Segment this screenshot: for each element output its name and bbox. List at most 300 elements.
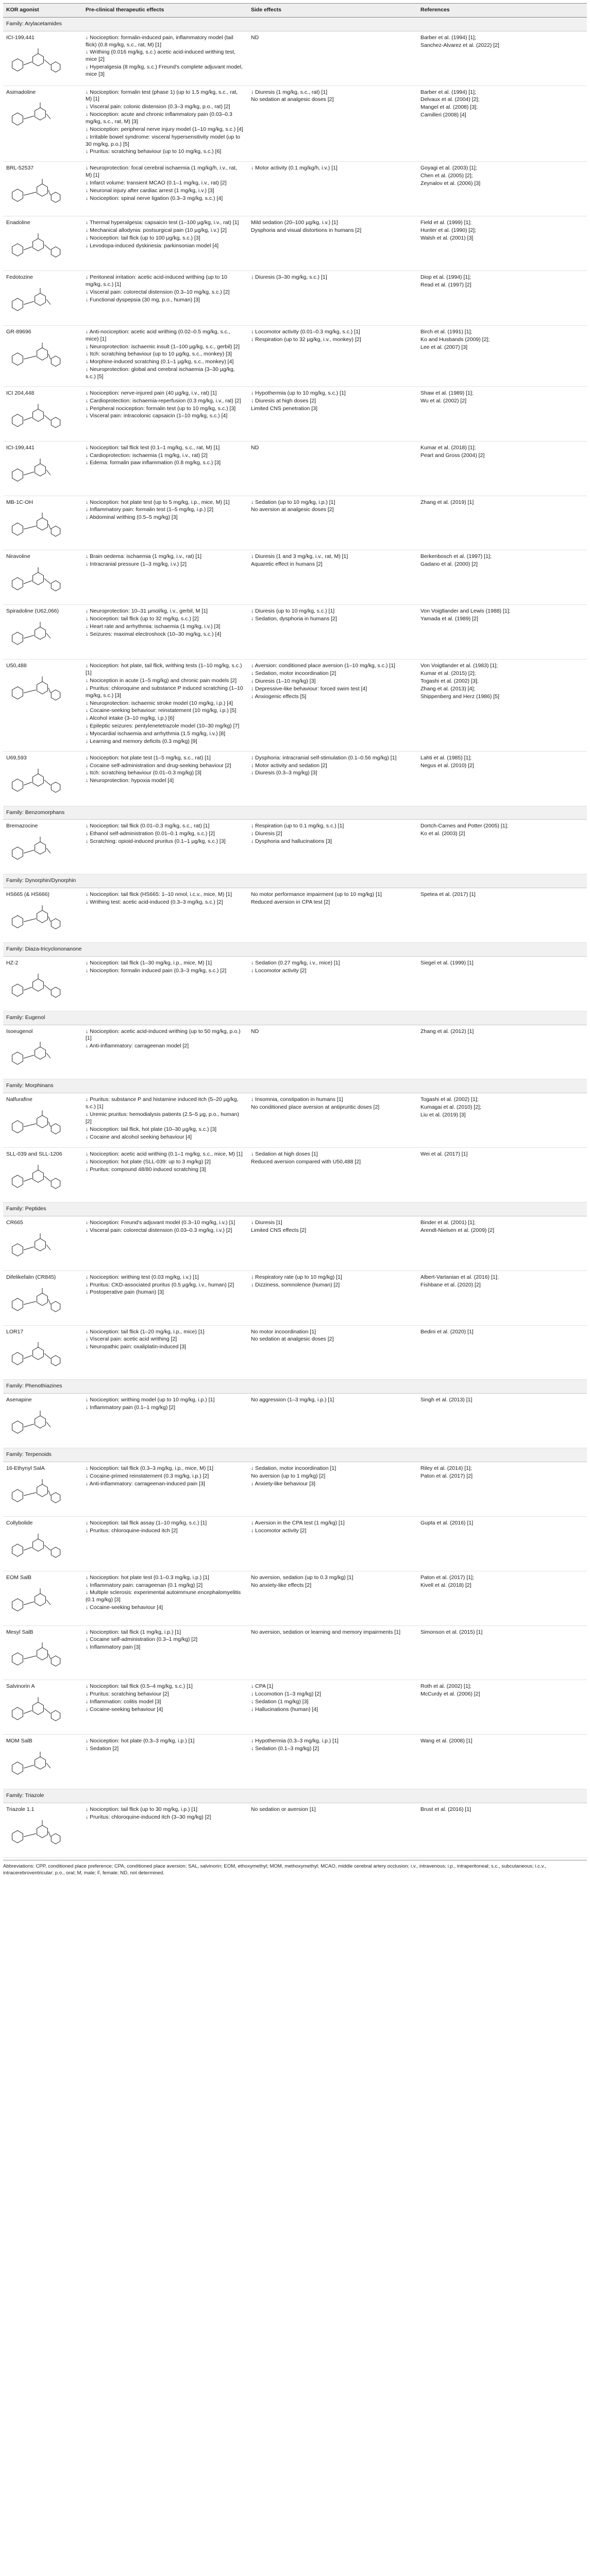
preclinical-cell [82,31,248,86]
preclinical-cell [82,386,248,441]
reference: Chen et al. (2005) [2]; [420,173,473,179]
references-cell [417,1462,587,1516]
side-effect: ↓ Diuresis (1 and 3 mg/kg, i.v., rat, M) [1] [251,553,348,560]
table-row [3,1394,587,1448]
reference: Bedini et al. (2020) [1] [420,1328,474,1335]
side-effects-cell [248,1735,417,1789]
kor-agonist-table [3,3,587,1858]
side-effects-cell [248,1216,417,1270]
references-cell [417,956,587,1011]
side-effects-cell [248,86,417,162]
reference: Roth et al. (2002) [1]; [420,1683,471,1690]
side-effects-cell [248,1625,417,1680]
family-title: Family: Dynorphin/Dynorphin [3,874,587,888]
side-effect: ND [251,444,259,451]
side-effect: ↓ Sedation (1 mg/kg) [3] [251,1699,309,1705]
preclinical-effect: ↓ Edema: formalin paw inflammation (0.8 mg/kg, s.c.) [3] [86,460,221,466]
agonist-cell [3,550,82,605]
reference: Kumar et al. (2018) [1]; [420,444,476,451]
agonist-cell [3,271,82,326]
side-effect: ↓ CPA [1] [251,1683,273,1690]
reference: Singh et al. (2013) [1] [420,1397,473,1403]
side-effect: ↓ Hypothermia (0.3–3 mg/kg, i.p.) [1] [251,1738,339,1744]
references-cell [417,86,587,162]
table-row [3,441,587,496]
references-cell [417,271,587,326]
references-cell [417,659,587,751]
chemical-structure-icon [6,563,67,599]
preclinical-effect: ↓ Sedation [2] [86,1745,119,1752]
table-row [3,31,587,86]
preclinical-effect: ↓ Neuroprotection: global and cerebral ischaemia (3–30 µg/kg, s.c.) [5] [86,366,235,380]
preclinical-effect: ↓ Nociception: tail flick (up to 30 mg/kg, i.p.) [1] [86,1806,198,1812]
reference: Walsh et al. (2001) [3] [420,234,474,241]
preclinical-effect: ↓ Pruritus: scratching behaviour (up to 10 mg/kg, s.c.) [6] [86,148,222,155]
reference: Zhang et al. (2013) [4]; [420,685,476,692]
agonist-name: LOR17 [6,1328,24,1335]
table-row [3,605,587,659]
references-cell [417,1803,587,1858]
side-effect: No sedation or aversion [1] [251,1806,316,1812]
reference: Fishbane et al. (2020) [2] [420,1281,481,1288]
preclinical-effect: ↓ Nociception: tail flick, hot plate (10–30 µg/kg, s.c.) [3] [86,1126,217,1132]
references-cell [417,751,587,806]
reference: Delvaux et al. (2004) [2]; [420,96,480,103]
agonist-name: Isoeugenol [6,1028,33,1035]
preclinical-effect: ↓ Writhing test: acetic acid-induced (0.3–3 mg/kg, s.c.) [2] [86,899,223,905]
references-cell [417,1394,587,1448]
table-row [3,1270,587,1325]
table-row [3,1216,587,1270]
preclinical-effect: ↓ Nociception: hot plate, tail flick, writhing tests (1–10 mg/kg, s.c.) [1] [86,663,242,676]
preclinical-effect: ↓ Nociception: tail flick (up to 32 mg/kg, s.c.) [2] [86,616,199,622]
reference: Berkenbosch et al. (1997) [1]; [420,553,492,560]
table-row [3,888,587,943]
preclinical-effect: ↓ Pruritus: substance P and histamine induced itch (5–20 µg/kg, s.c.) [1] [86,1096,239,1110]
preclinical-effect: ↓ Nociception: hot plate (SLL-039: up to 3 mg/kg) [2] [86,1158,211,1165]
preclinical-effect: ↓ Alcohol intake (3–10 mg/kg, i.p.) [6] [86,715,175,722]
agonist-name: BRL-52537 [6,165,34,172]
side-effects-cell [248,1148,417,1202]
side-effect: ↓ Locomotor activity (0.01–0.3 mg/kg, s.c.) [1] [251,328,360,335]
agonist-name: HS665 (& HS666) [6,891,50,898]
side-effect: Reduced aversion compared with U50,488 [2] [251,1158,361,1165]
side-effect: ↓ Dysphoria: intracranial self-stimulation (0.1–0.56 mg/kg) [1] [251,754,397,761]
agonist-cell [3,216,82,271]
side-effects-cell [248,1462,417,1516]
reference: Zhang et al. (2012) [1] [420,1028,474,1035]
preclinical-cell [82,86,248,162]
header-references: References [417,4,587,18]
side-effect: ↓ Diuresis (0.3–3 mg/kg) [3] [251,770,317,776]
table-row [3,1803,587,1858]
chemical-structure-icon [6,509,67,545]
table-row [3,162,587,216]
reference: Wang et al. (2008) [1] [420,1738,473,1744]
agonist-name: MOM SalB [6,1738,32,1744]
preclinical-effect: ↓ Inflammatory pain (0.1–1 mg/kg) [2] [86,1404,175,1411]
side-effect: No aversion (up to 1 mg/kg) [2] [251,1472,326,1479]
reference: Kivell et al. (2018) [2] [420,1582,471,1588]
references-cell [417,31,587,86]
table-row [3,1093,587,1148]
reference: Albert-Vartanian et al. (2016) [1]; [420,1274,499,1280]
reference: Shaw et al. (1989) [1]; [420,389,474,396]
agonist-cell [3,956,82,1011]
chemical-structure-icon [6,229,67,265]
side-effect: No sedation at analgesic doses [2] [251,96,334,103]
agonist-cell [3,441,82,496]
preclinical-effect: ↓ Nociception: hot plate test (0.1–0.3 mg/kg, i.p.) [1] [86,1574,209,1581]
side-effect: ↓ Diuresis (1 mg/kg, s.c., rat) [1] [251,89,328,95]
agonist-cell [3,1803,82,1858]
preclinical-cell [82,820,248,874]
family-row [3,1079,587,1093]
reference: Brust et al. (2016) [1] [420,1806,471,1812]
family-row [3,17,587,31]
preclinical-effect: ↓ Pruritus: chloroquine and substance P induced scratching (1–10 mg/kg, s.c.) [3] [86,685,243,699]
preclinical-cell [82,1680,248,1735]
references-cell [417,441,587,496]
preclinical-cell [82,1625,248,1680]
reference: Von Voigtlander and Lewis (1988) [1]; [420,608,511,615]
agonist-cell [3,1625,82,1680]
side-effects-cell [248,820,417,874]
agonist-cell [3,888,82,943]
agonist-name: Salvinorin A [6,1683,35,1690]
preclinical-cell [82,1025,248,1079]
chemical-structure-icon [6,1406,67,1443]
chemical-structure-icon [6,454,67,490]
table-row [3,271,587,326]
family-row [3,1789,587,1803]
reference: Togashi et al. (2002) [1]; [420,1096,479,1103]
preclinical-effect: ↓ Nociception: formalin-induced pain, inflammatory model (tail flick) (0.8 mg/kg, s.c., rat, M) [1] [86,34,233,48]
agonist-name: MB-1C-OH [6,499,33,505]
reference: Lee et al. (2007) [3] [420,344,468,350]
preclinical-cell [82,1216,248,1270]
chemical-structure-icon [6,338,67,375]
preclinical-effect: ↓ Nociception: tail flick (0.01–0.3 mg/kg, s.c., rat) [1] [86,823,210,829]
preclinical-effect: ↓ Anti-inflammatory: carrageenan-induced pain [3] [86,1480,205,1487]
preclinical-effect: ↓ Nociception: nerve-injured pain (40 µg/kg, i.v., rat) [1] [86,389,217,396]
preclinical-effect: ↓ Peritoneal irritation: acetic acid-induced writhing (up to 10 mg/kg, s.c.) [1] [86,274,227,287]
preclinical-effect: ↓ Cocaine self-administration and drug-seeking behaviour [2] [86,762,231,769]
table-body [3,17,587,1857]
preclinical-effect: ↓ Uremic pruritus: hemodialysis patients (2.5–5 µg, p.o., human) [2] [86,1111,239,1125]
preclinical-cell [82,550,248,605]
side-effect: Dysphoria and visual distortions in humans [2] [251,227,362,234]
side-effect: ↓ Respiration (up to 0.1 mg/kg, s.c.) [1] [251,823,344,829]
side-effect: ↓ Sedation, motor incoordination [2] [251,670,336,677]
chemical-structure-icon [6,1638,67,1674]
preclinical-effect: ↓ Morphine-induced scratching (0.1–1 µg/kg, s.c., monkey) [4] [86,359,234,365]
family-title: Family: Benzomorphans [3,806,587,820]
preclinical-effect: ↓ Nociception: tail flick (HS665: 1–10 nmol, i.c.v., mice, M) [1] [86,891,232,898]
preclinical-effect: ↓ Intracranial pressure (1–3 mg/kg, i.v.) [2] [86,561,187,568]
chemical-structure-icon [6,901,67,937]
preclinical-cell [82,888,248,943]
agonist-name: U50,488 [6,663,27,669]
side-effect: ↓ Sedation (0.27 mg/kg, i.v., mice) [1] [251,959,340,966]
side-effect: ↓ Depressive-like behaviour: forced swim test [4] [251,685,367,692]
reference: Mangel et al. (2008) [3]; [420,104,478,111]
reference: Riley et al. (2014) [1]; [420,1465,472,1471]
table-row [3,1680,587,1735]
reference: Togashi et al. (2002) [3]; [420,677,479,684]
side-effect: Limited CNS penetration [3] [251,405,317,412]
side-effect: No anxiety-like effects [2] [251,1582,312,1588]
preclinical-cell [82,271,248,326]
table-row [3,659,587,751]
preclinical-effect: ↓ Cocaine and alcohol seeking behaviour [4] [86,1133,192,1140]
side-effect: ↓ Aversion in the CPA test (1 mg/kg) [1] [251,1519,345,1526]
preclinical-cell [82,1394,248,1448]
preclinical-effect: ↓ Heart rate and arrhythmia: ischaemia (1 mg/kg, i.v.) [3] [86,623,221,630]
preclinical-effect: ↓ Cardioprotection: ischaemia (1 mg/kg, i.v., rat) [2] [86,452,208,459]
reference: Barber et al. (1994) [1]; [420,89,476,95]
table-row [3,956,587,1011]
family-row [3,874,587,888]
agonist-cell [3,820,82,874]
chemical-structure-icon [6,1106,67,1142]
table-row [3,1462,587,1516]
preclinical-effect: ↓ Neuronal injury after cardiac arrest (1 mg/kg, i.v.) [3] [86,187,214,194]
header-preclinical: Pre-clinical therapeutic effects [82,4,248,18]
chemical-structure-icon [6,284,67,320]
agonist-cell [3,1571,82,1625]
table-row [3,86,587,162]
preclinical-cell [82,325,248,386]
chemical-structure-icon [6,1161,67,1197]
preclinical-effect: ↓ Nociception: acetic acid-induced writhing (up to 50 mg/kg, p.o.) [1] [86,1028,241,1042]
chemical-structure-icon [6,400,67,436]
agonist-cell [3,162,82,216]
references-cell [417,1093,587,1148]
table-row [3,496,587,550]
reference: Liu et al. (2019) [3] [420,1111,466,1118]
side-effects-cell [248,659,417,751]
side-effect: ↓ Aversion: conditioned place aversion (1–10 mg/kg, s.c.) [1] [251,663,395,669]
side-effect: ND [251,1028,259,1035]
family-row [3,1448,587,1462]
table-row [3,216,587,271]
side-effects-cell [248,1680,417,1735]
side-effect: Limited CNS effects [2] [251,1227,307,1233]
preclinical-cell [82,1571,248,1625]
side-effects-cell [248,1025,417,1079]
side-effect: ↓ Sedation (up to 10 mg/kg, i.p.) [1] [251,499,335,505]
preclinical-effect: ↓ Inflammation: colitis model [3] [86,1699,161,1705]
preclinical-effect: ↓ Irritable bowel syndrome: visceral hypersensitivity model (up to 30 mg/kg, p.o.) [5] [86,133,240,147]
side-effect: ↓ Diuresis (3–30 mg/kg, s.c.) [1] [251,274,327,281]
table-row [3,550,587,605]
preclinical-effect: ↓ Epileptic seizures: pentylenetetrazole model (10–30 mg/kg) [7] [86,723,240,730]
references-cell [417,550,587,605]
side-effect: ↓ Motor activity and sedation [2] [251,762,327,769]
family-row [3,1011,587,1025]
reference: Kumagai et al. (2010) [2]; [420,1104,481,1111]
reference: Hunter et al. (1990) [2]; [420,227,476,234]
side-effects-cell [248,325,417,386]
agonist-name: Asimadoline [6,89,36,95]
reference: Ko and Husbands (2009) [2]; [420,336,490,343]
agonist-cell [3,1462,82,1516]
preclinical-effect: ↓ Visceral pain: colorectal distension (0.3–10 mg/kg, s.c.) [2] [86,289,230,295]
preclinical-effect: ↓ Nociception: hot plate (0.3–3 mg/kg, i.p.) [1] [86,1738,195,1744]
reference: Lahti et al. (1985) [1]; [420,754,472,761]
references-cell [417,1025,587,1079]
chemical-structure-icon [6,1338,67,1374]
preclinical-effect: ↓ Nociception: spinal nerve ligation (0.3–3 mg/kg, s.c.) [4] [86,195,223,201]
preclinical-cell [82,956,248,1011]
chemical-structure-icon [6,1530,67,1566]
preclinical-effect: ↓ Infarct volume: transient MCAO (0.1–1 mg/kg, i.v., rat) [2] [86,180,227,187]
agonist-cell [3,1325,82,1380]
preclinical-cell [82,1148,248,1202]
side-effects-cell [248,550,417,605]
preclinical-effect: ↓ Neuroprotection: ischaemic insult (1–100 µg/kg, s.c., gerbil) [2] [86,343,240,350]
header-side-effects: Side effects [248,4,417,18]
family-title: Family: Triazole [3,1789,587,1803]
side-effect: ↓ Diuresis [2] [251,831,282,837]
preclinical-cell [82,1735,248,1789]
agonist-name: Triazole 1.1 [6,1806,35,1812]
agonist-name: Fedotozine [6,274,33,281]
preclinical-effect: ↓ Nociception: peripheral nerve injury model (1–10 mg/kg, s.c.) [4] [86,126,243,132]
reference: Zeynalov et al. (2006) [3] [420,180,481,187]
table-header-row [3,4,587,18]
chemical-structure-icon [6,98,67,134]
reference: Simonson et al. (2015) [1] [420,1629,483,1635]
preclinical-effect: ↓ Inflammatory pain: formalin test (1–5 mg/kg, i.p.) [2] [86,506,214,513]
preclinical-effect: ↓ Pruritus: chloroquine-induced itch [2] [86,1527,178,1534]
reference: Gadano et al. (2000) [2] [420,561,478,568]
reference: Sanchez-Alvarez et al. (2022) [2] [420,42,499,48]
preclinical-effect: ↓ Cocaine-seeking behaviour [4] [86,1706,163,1713]
preclinical-effect: ↓ Nociception: tail flick test (0.1–1 mg/kg, s.c., rat, M) [1] [86,444,220,451]
side-effects-cell [248,496,417,550]
agonist-name: Mesyl SalB [6,1629,33,1635]
preclinical-effect: ↓ Inflammatory pain: carrageenan (0.1 mg/kg) [2] [86,1582,203,1588]
side-effects-cell [248,751,417,806]
agonist-name: Spiradoline (U62,066) [6,608,59,615]
reference: Wu et al. (2002) [2] [420,397,467,404]
preclinical-effect: ↓ Abdominal writhing (0.5–5 mg/kg) [3] [86,514,178,521]
agonist-cell [3,1270,82,1325]
agonist-name: 16-Ethynyl SalA [6,1465,45,1471]
side-effect: ↓ Dizziness, somnolence (human) [2] [251,1281,340,1288]
reference: Binder et al. (2001) [1]; [420,1219,476,1226]
side-effect: ↓ Hallucinations (human) [4] [251,1706,318,1713]
family-title: Family: Phenothiazines [3,1380,587,1394]
preclinical-effect: ↓ Nociception in acute (1–5 mg/kg) and chronic pain models [2] [86,677,237,684]
preclinical-effect: ↓ Cocaine-seeking behaviour [4] [86,1604,163,1611]
preclinical-effect: ↓ Pruritus: chloroquine-induced itch (3–30 mg/kg) [2] [86,1814,211,1820]
reference: McCurdy et al. (2006) [2] [420,1691,480,1698]
side-effects-cell [248,1516,417,1571]
reference: Barber et al. (1994) [1]; [420,34,476,41]
agonist-cell [3,1216,82,1270]
references-cell [417,162,587,216]
preclinical-effect: ↓ Nociception: tail flick assay (1–10 mg/kg, s.c.) [1] [86,1519,207,1526]
header-agonist: KOR agonist [3,4,82,18]
references-cell [417,888,587,943]
preclinical-effect: ↓ Cocaine-seeking behaviour: reinstatement (10 mg/kg, i.p.) [5] [86,707,237,714]
chemical-structure-icon [6,833,67,869]
references-cell [417,1148,587,1202]
reference: Kumar et al. (2015) [2]; [420,670,476,677]
preclinical-effect: ↓ Anti-nociception: acetic acid writhing (0.02–0.5 mg/kg, s.c., mice) [1] [86,328,230,342]
reference: Ko et al. (2003) [2] [420,831,465,837]
table-row [3,1025,587,1079]
side-effects-cell [248,605,417,659]
reference: Read et al. (1997) [2] [420,281,471,288]
family-row [3,942,587,956]
preclinical-effect: ↓ Peripheral nociception: formalin test (up to 10 mg/kg, s.c.) [3] [86,405,236,412]
side-effect: ↓ Sedation at high doses [1] [251,1151,318,1158]
table-footnote: Abbreviations: CPP, conditioned place preference; CPA, conditioned place aversion; SAL, salvinorin; EOM, ethoxymethyl; MOM, methoxymethyl; MCAO, middle cerebral artery occlusion; i.v., intravenous; i.p., intraperitoneal; s.c., subcutaneous; i.c.v., intracerebroventricular; p.o., oral; M, male; F, female; ND, not determined. [3,1860,587,1877]
preclinical-effect: ↓ Cocaine-primed reinstatement (0.3 mg/kg, i.p.) [2] [86,1472,209,1479]
agonist-cell [3,86,82,162]
preclinical-cell [82,441,248,496]
agonist-name: EOM SalB [6,1574,32,1581]
agonist-cell [3,1680,82,1735]
side-effect: No aversion, sedation (up to 0.3 mg/kg) [1] [251,1574,353,1581]
reference: Birch et al. (1991) [1]; [420,328,473,335]
agonist-cell [3,1516,82,1571]
agonist-name: Asenapine [6,1397,32,1403]
side-effect: ↓ Locomotion (1–3 mg/kg) [2] [251,1691,321,1698]
reference: Shippenberg and Herz (1986) [5] [420,693,499,700]
side-effect: ↓ Locomotor activity [2] [251,967,307,974]
chemical-structure-icon [6,1284,67,1320]
family-title: Family: Morphinans [3,1079,587,1093]
preclinical-cell [82,1803,248,1858]
preclinical-effect: ↓ Thermal hyperalgesia: capsaicin test (1–100 µg/kg, i.v., rat) [1] [86,219,239,226]
side-effects-cell [248,441,417,496]
chemical-structure-icon [6,1229,67,1265]
side-effect: ↓ Respiratory rate (up to 10 mg/kg) [1] [251,1274,342,1280]
chemical-structure-icon [6,970,67,1006]
side-effect: No motor performance impairment (up to 10 mg/kg) [1] [251,891,382,898]
agonist-name: Niravoline [6,553,30,560]
preclinical-cell [82,1462,248,1516]
reference: Spetea et al. (2017) [1] [420,891,476,898]
side-effects-cell [248,1093,417,1148]
chemical-structure-icon [6,1693,67,1729]
preclinical-effect: ↓ Functional dyspepsia (30 mg, p.o., human) [3] [86,296,200,303]
table-row [3,1148,587,1202]
references-cell [417,325,587,386]
preclinical-effect: ↓ Nociception: tail flick (0.5–4 mg/kg, s.c.) [1] [86,1683,193,1690]
reference: Zhang et al. (2019) [1] [420,499,474,505]
preclinical-effect: ↓ Ethanol self-administration (0.01–0.1 mg/kg, s.c.) [2] [86,831,215,837]
side-effect: ↓ Diuresis (up to 10 mg/kg, s.c.) [1] [251,608,335,615]
side-effect: ↓ Respiration (up to 32 µg/kg, i.v., monkey) [2] [251,336,361,343]
preclinical-effect: ↓ Nociception: tail flick (up to 100 µg/kg, s.c.) [3] [86,234,200,241]
reference: Negus et al. (2010) [2] [420,762,474,769]
references-cell [417,1270,587,1325]
chemical-structure-icon [6,618,67,654]
preclinical-effect: ↓ Neuropathic pain: oxaliplatin-induced [3] [86,1344,186,1350]
side-effects-cell [248,1394,417,1448]
side-effect: ↓ Dysphoria and hallucinations [3] [251,838,332,845]
preclinical-cell [82,1093,248,1148]
table-row [3,386,587,441]
side-effects-cell [248,31,417,86]
agonist-name: Enadoline [6,219,30,226]
